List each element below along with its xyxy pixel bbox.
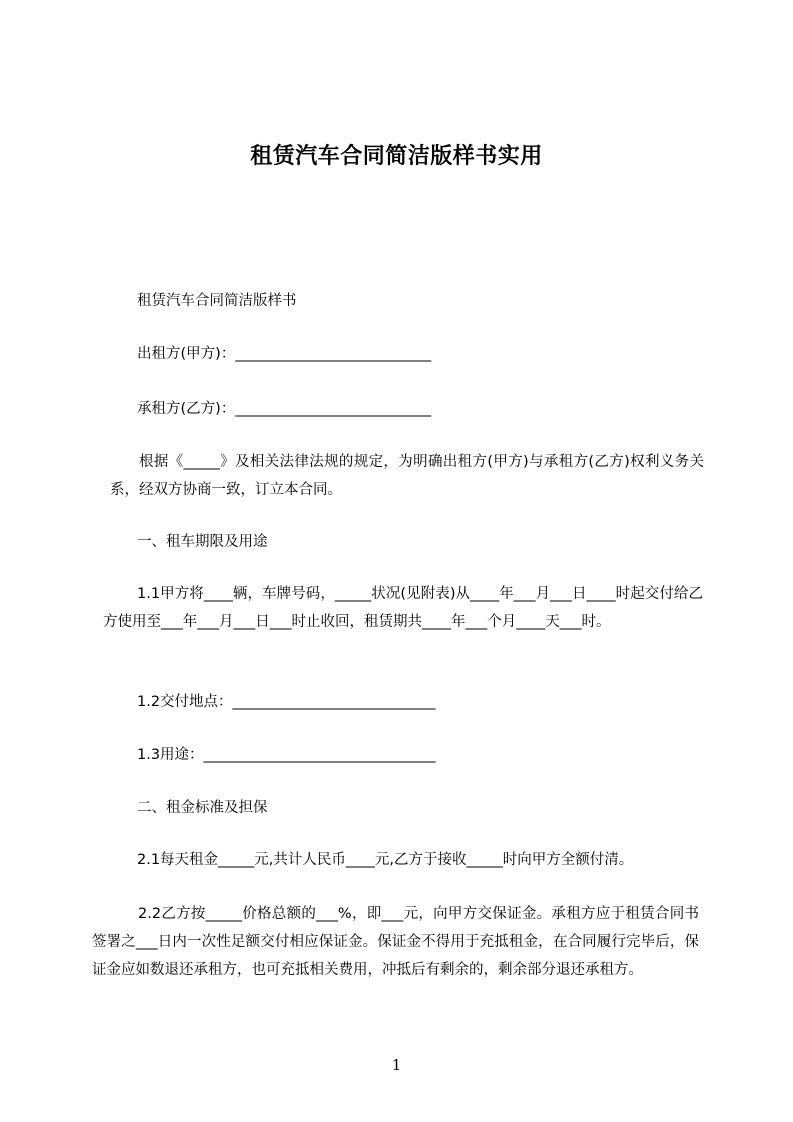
clause-2-2: 2.2乙方按_____价格总额的___%，即___元，向甲方交保证金。承租方应于租赁合同书签署之___日内一次性足额交付相应保证金。保证金不得用于充抵租金，在合同履行完毕后，保证金应如数退还承租方，也可充抵相关费用，冲抵后有剩余的，剩余部分退还承租方。 <box>92 906 699 978</box>
section-2-heading: 二、租金标准及担保 <box>137 800 268 816</box>
document-subtitle: 租赁汽车合同简洁版样书 <box>137 293 297 309</box>
clause-1-1: 1.1甲方将____辆，车牌号码，_____状况(见附表)从____年___月___日____时起交付给乙方使用至___年___月___日___时止收回，租赁期共____年___个月____天___时。 <box>103 586 703 630</box>
section-1-heading: 一、租车期限及用途 <box>137 534 268 550</box>
page-number: 1 <box>391 1056 402 1074</box>
lessee-field: 承租方(乙方)：___________________________ <box>137 401 432 417</box>
clause-2-1: 2.1每天租金_____元,共计人民币____元,乙方于接收_____时向甲方全额付清。 <box>137 852 634 868</box>
lessor-field: 出租方(甲方)：___________________________ <box>137 346 432 362</box>
document-title: 租赁汽车合同简洁版样书实用 <box>250 144 543 169</box>
clause-1-2: 1.2交付地点：____________________________ <box>137 694 436 710</box>
intro-paragraph: 根据《_____》及相关法律法规的规定，为明确出租方(甲方)与承租方(乙方)权利义务关系，经双方协商一致，订立本合同。 <box>110 454 704 498</box>
clause-1-3: 1.3用途：________________________________ <box>137 747 436 763</box>
